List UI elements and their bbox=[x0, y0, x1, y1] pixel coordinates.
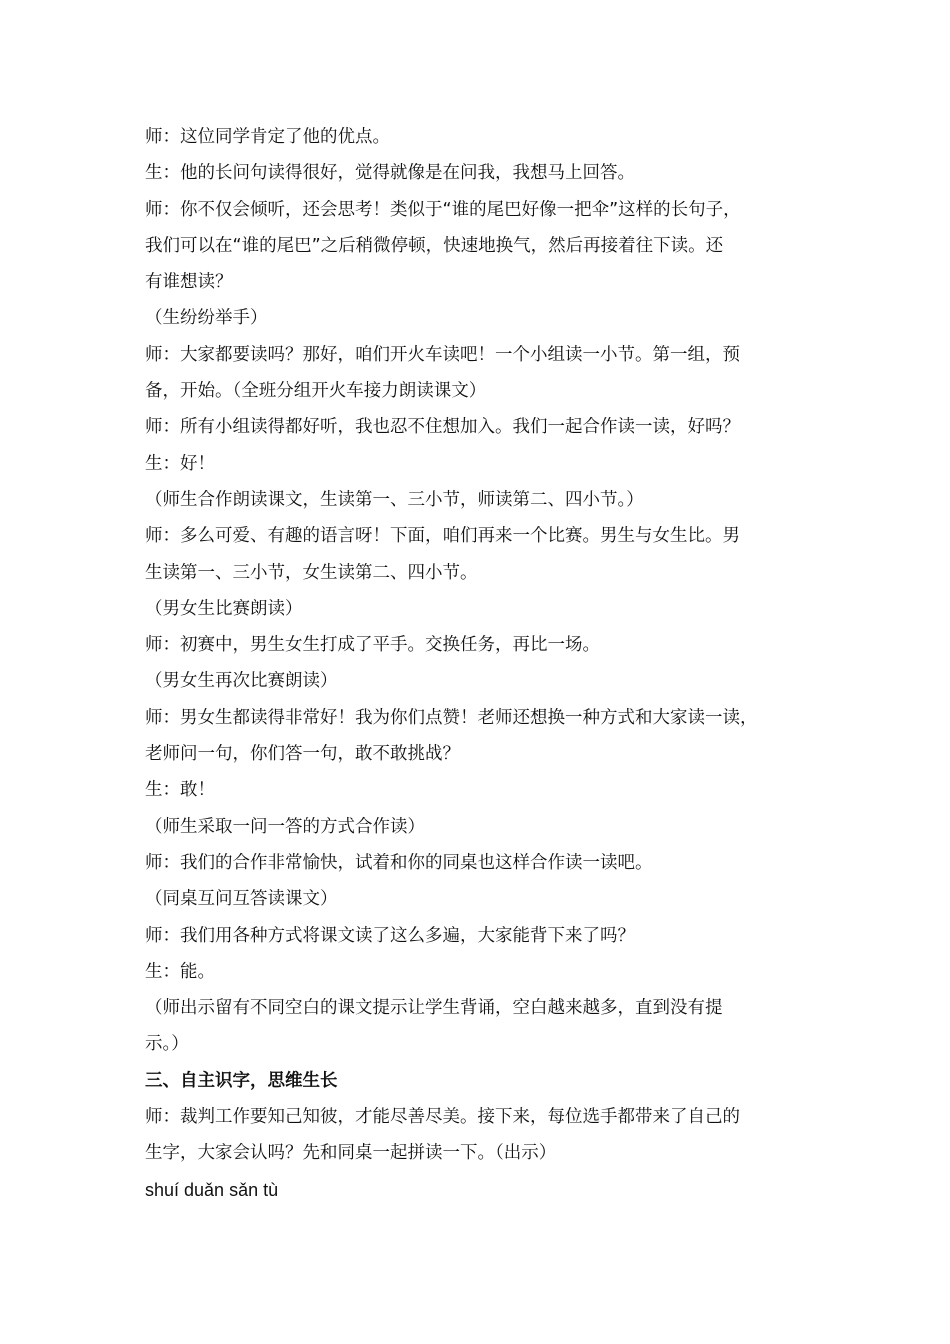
text-line: 我们可以在“谁的尾巴”之后稍微停顿，快速地换气，然后再接着往下读。还 bbox=[145, 235, 724, 256]
text-line: 师：初赛中，男生女生打成了平手。交换任务，再比一场。 bbox=[145, 635, 600, 656]
section-heading: 三、自主识字，思维生长 bbox=[145, 1070, 338, 1091]
document-body bbox=[145, 119, 825, 1208]
text-line: 生读第一、三小节，女生读第二、四小节。 bbox=[145, 562, 478, 583]
text-line: 师：我们用各种方式将课文读了这么多遍，大家能背下来了吗？ bbox=[145, 925, 635, 946]
text-line: 师：大家都要读吗？那好，咱们开火车读吧！一个小组读一小节。第一组，预 bbox=[145, 344, 740, 365]
text-line: 老师问一句，你们答一句，敢不敢挑战？ bbox=[145, 744, 460, 765]
text-line: （生纷纷举手） bbox=[145, 308, 268, 329]
text-line: 师：你不仅会倾听，还会思考！类似于“谁的尾巴好像一把伞”这样的长句子， bbox=[145, 199, 741, 220]
text-line: 师：多么可爱、有趣的语言呀！下面，咱们再来一个比赛。男生与女生比。男 bbox=[145, 526, 740, 547]
text-line: 示。） bbox=[145, 1034, 189, 1055]
text-line: 有谁想读？ bbox=[145, 272, 233, 293]
text-line: （男女生再次比赛朗读） bbox=[145, 671, 338, 692]
text-line: （师生合作朗读课文，生读第一、三小节，师读第二、四小节。） bbox=[145, 489, 644, 510]
text-line: 生字，大家会认吗？先和同桌一起拼读一下。（出示） bbox=[145, 1143, 557, 1164]
text-line: （同桌互问互答读课文） bbox=[145, 889, 338, 910]
text-line: 师：男女生都读得非常好！我为你们点赞！老师还想换一种方式和大家读一读， bbox=[145, 707, 758, 728]
text-line: 师：所有小组读得都好听，我也忍不住想加入。我们一起合作读一读，好吗？ bbox=[145, 417, 740, 438]
text-line: 师：裁判工作要知己知彼，才能尽善尽美。接下来，每位选手都带来了自己的 bbox=[145, 1107, 740, 1128]
text-line: （师出示留有不同空白的课文提示让学生背诵，空白越来越多，直到没有提 bbox=[145, 998, 723, 1019]
text-line: 师：这位同学肯定了他的优点。 bbox=[145, 127, 390, 147]
text-line: 生：能。 bbox=[145, 961, 215, 982]
text-line: 生：敢！ bbox=[145, 780, 215, 801]
text-line: 师：我们的合作非常愉快，试着和你的同桌也这样合作读一读吧。 bbox=[145, 852, 653, 873]
text-line: 生：他的长问句读得很好，觉得就像是在问我，我想马上回答。 bbox=[145, 163, 635, 184]
text-line: 备，开始。（全班分组开火车接力朗读课文） bbox=[145, 381, 487, 402]
text-line: 生：好！ bbox=[145, 453, 215, 474]
pinyin-line: shuí duǎn sǎn tù bbox=[145, 1179, 279, 1200]
text-line: （男女生比赛朗读） bbox=[145, 598, 303, 619]
text-line: （师生采取一问一答的方式合作读） bbox=[145, 816, 425, 837]
